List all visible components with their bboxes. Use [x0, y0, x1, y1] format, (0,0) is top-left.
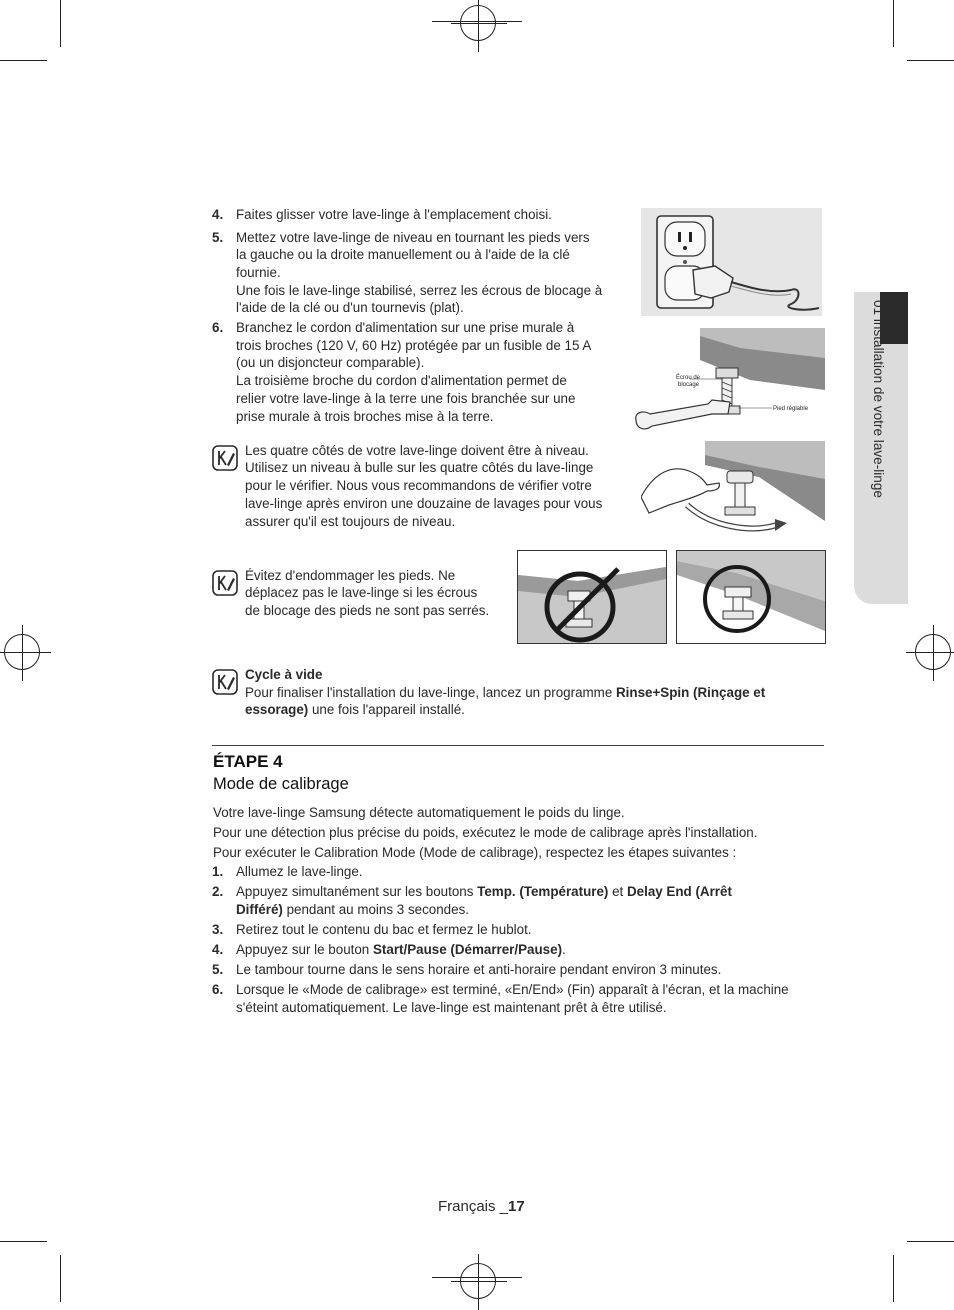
step-text: relier votre lave-linge à la terre une fois branchée sur une — [236, 391, 576, 406]
step-text: l'aide de la clé ou d'un tournevis (plat). — [236, 300, 464, 315]
crop-mark — [60, 1255, 61, 1302]
step-text — [236, 883, 732, 901]
intro-line: Pour exécuter le Calibration Mode (Mode de calibrage), respectez les étapes suivantes : — [213, 845, 737, 860]
note-text: Évitez d'endommager les pieds. Ne — [245, 568, 456, 583]
step-text-part: et — [608, 884, 627, 899]
note-text: déplacez pas le lave-linge si les écrous — [245, 585, 478, 600]
correct-foot-image — [676, 550, 826, 644]
step-number: 3. — [212, 922, 224, 937]
note-text-bold: essorage) — [245, 702, 309, 717]
note-text-bold: Rinse+Spin (Rinçage et — [616, 685, 766, 700]
note-icon — [212, 570, 238, 596]
lock-nut-label-1: Écrou de — [676, 375, 701, 381]
intro-line: Votre lave-linge Samsung détecte automatiquement le poids du linge. — [213, 805, 625, 820]
page-footer — [438, 1198, 525, 1215]
hand-adjusting-foot-image — [641, 441, 825, 541]
registration-mark — [460, 1263, 496, 1299]
note-text: Utilisez un niveau à bulle sur les quatre côtés du lave-linge — [245, 460, 594, 475]
step-number: 5. — [212, 962, 224, 977]
step-text: Branchez le cordon d'alimentation sur une prise murale à — [236, 320, 575, 335]
step-text-bold: Différé) — [236, 902, 283, 917]
note-text: de blocage des pieds ne sont pas serrés. — [245, 603, 490, 618]
note-icon — [212, 669, 238, 695]
note-text-part: une fois l'appareil installé. — [308, 702, 465, 717]
step-text: s'éteint automatiquement. Le lave-linge est maintenant prêt à être utilisé. — [236, 1000, 667, 1015]
registration-mark — [915, 634, 951, 670]
step-text: Retirez tout le contenu du bac et fermez le hublot. — [236, 922, 532, 937]
note-text: Les quatre côtés de votre lave-linge doivent être à niveau. — [245, 443, 589, 458]
note-text: pour le vérifier. Nous vous recommandons de vérifier votre — [245, 478, 592, 493]
step-text: Le tambour tourne dans le sens horaire et anti-horaire pendant environ 3 minutes. — [236, 962, 722, 977]
step-text-bold: Start/Pause (Démarrer/Pause) — [372, 942, 563, 957]
outlet-plug-image — [641, 208, 822, 316]
step-text: Faites glisser votre lave-linge à l'emplacement choisi. — [236, 207, 552, 222]
step-number: 4. — [212, 207, 224, 222]
note-text — [245, 701, 465, 719]
crop-mark — [0, 60, 47, 61]
lock-nut-wrench-image — [630, 328, 825, 436]
footer-language: Français _ — [438, 1198, 509, 1215]
step-text: Une fois le lave-linge stabilisé, serrez les écrous de blocage à — [236, 283, 603, 298]
registration-mark — [4, 634, 40, 670]
step-text — [236, 941, 566, 959]
step-number: 6. — [212, 982, 224, 997]
crop-mark — [60, 0, 61, 47]
step-number: 1. — [212, 864, 224, 879]
note-icon — [212, 445, 238, 471]
step-text: Allumez le lave-linge. — [236, 864, 363, 879]
intro-line: Pour une détection plus précise du poids, exécutez le mode de calibrage après l'installation. — [213, 825, 758, 840]
step-text-bold: Temp. (Température) — [477, 884, 609, 899]
step-text: Lorsque le «Mode de calibrage» est terminé, «En/End» (Fin) apparaît à l'écran, et la machine — [236, 982, 789, 997]
step-subheading: Mode de calibrage — [213, 775, 349, 793]
side-tab-text: 01 installation de votre lave-linge — [871, 300, 886, 498]
note-title: Cycle à vide — [245, 667, 323, 682]
step-text: Mettez votre lave-linge de niveau en tournant les pieds vers — [236, 230, 590, 245]
step-heading: ÉTAPE 4 — [213, 752, 283, 771]
adjustable-foot-label: Pied réglable — [773, 406, 809, 412]
step-text: prise murale à trois broches mise à la terre. — [236, 409, 494, 424]
step-text: fournie. — [236, 265, 281, 280]
crop-mark — [893, 0, 894, 47]
side-tab-label — [866, 300, 886, 600]
section-divider — [212, 745, 824, 746]
page-number: 17 — [508, 1198, 525, 1215]
note-text: lave-linge après environ une douzaine de lavages pour vous — [245, 496, 603, 511]
step-text-part: Appuyez sur le bouton — [236, 942, 373, 957]
step-text — [236, 901, 469, 919]
step-text: la gauche ou la droite manuellement ou à l'aide de la clé — [236, 247, 570, 262]
step-text-part: pendant au moins 3 secondes. — [282, 902, 469, 917]
step-number: 2. — [212, 884, 224, 899]
crop-mark — [907, 60, 954, 61]
step-text: trois broches (120 V, 60 Hz) protégée par un fusible de 15 A — [236, 338, 592, 353]
step-text: La troisième broche du cordon d'alimentation permet de — [236, 373, 567, 388]
crop-mark — [0, 1241, 47, 1242]
step-text-bold: Delay End (Arrêt — [626, 884, 732, 899]
crop-mark — [907, 1241, 954, 1242]
prohibited-foot-image — [517, 550, 667, 644]
step-text-part: Appuyez simultanément sur les boutons — [236, 884, 478, 899]
step-number: 4. — [212, 942, 224, 957]
step-number: 6. — [212, 320, 224, 335]
step-number: 5. — [212, 230, 224, 245]
registration-mark — [460, 5, 496, 41]
lock-nut-label-2: blocage — [678, 382, 700, 388]
crop-mark — [893, 1255, 894, 1302]
step-text: (ou un disjoncteur comparable). — [236, 355, 425, 370]
note-text-part: Pour finaliser l'installation du lave-linge, lancez un programme — [245, 685, 616, 700]
step-text-part: . — [562, 942, 566, 957]
note-text: assurer qu'il est toujours de niveau. — [245, 514, 456, 529]
note-text — [245, 684, 765, 702]
